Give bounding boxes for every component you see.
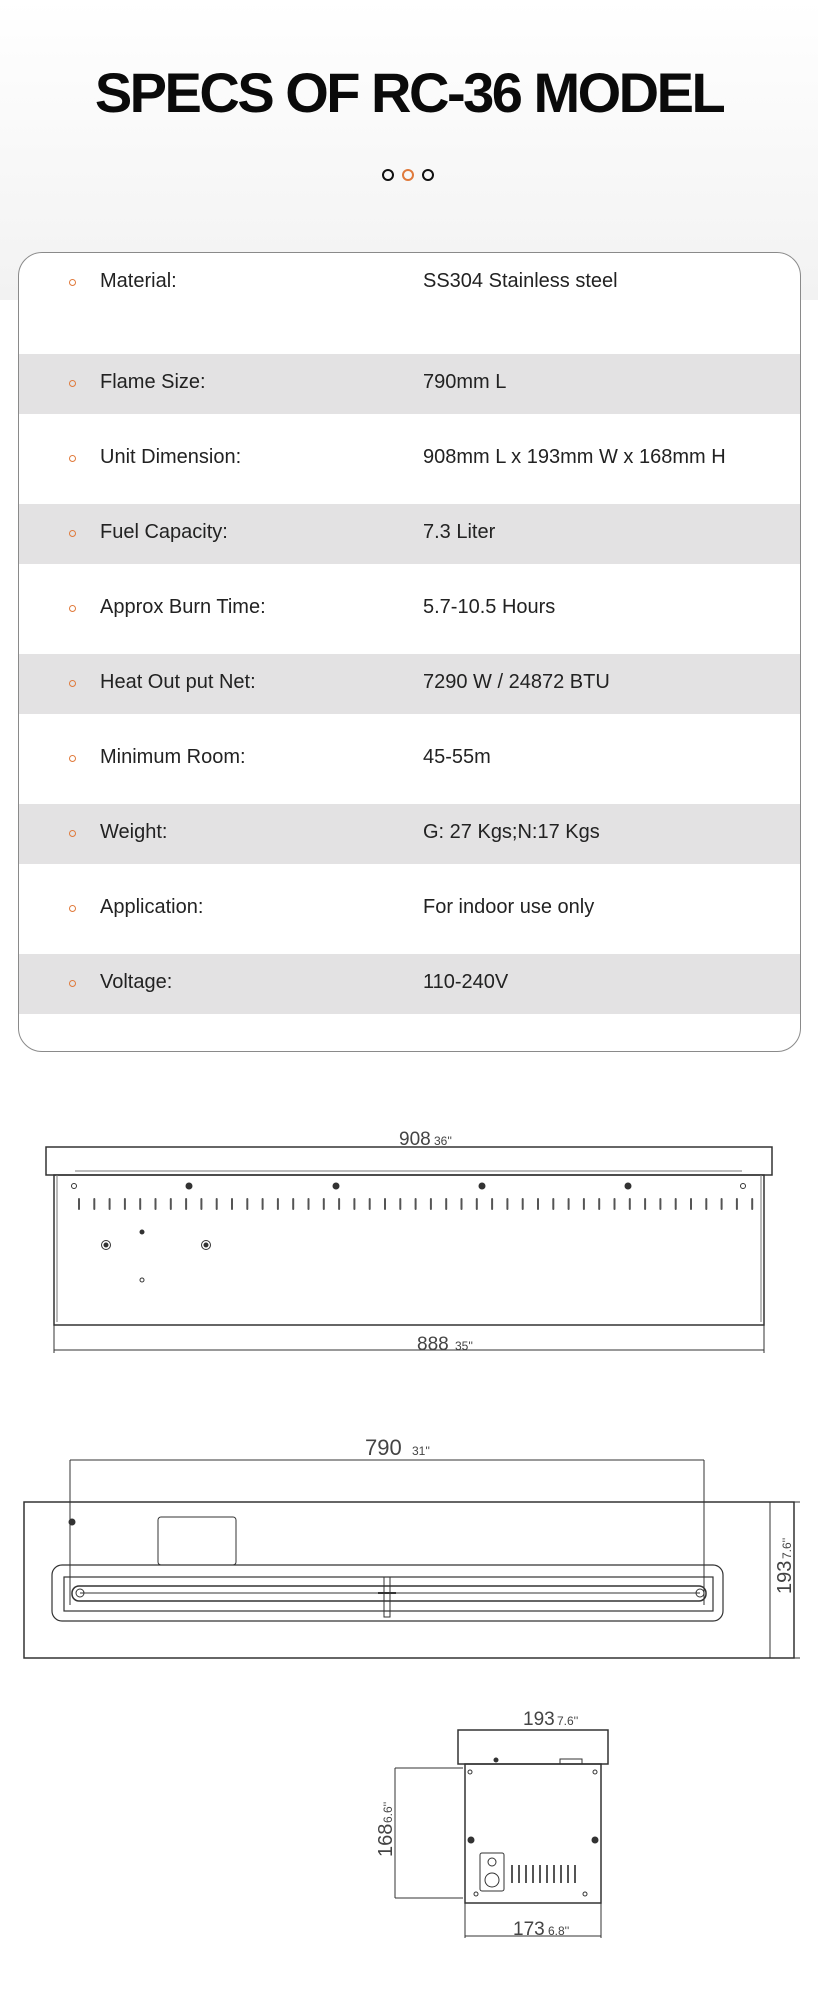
front-hole (479, 1183, 485, 1189)
vent-slot (185, 1198, 187, 1210)
vent-slot (369, 1198, 371, 1210)
vent-slots (78, 1198, 753, 1210)
vent-slot (552, 1198, 554, 1210)
vent-slot (614, 1198, 616, 1210)
vent-slot (216, 1198, 218, 1210)
side-corner-hole (468, 1837, 474, 1843)
vent-slot (461, 1198, 463, 1210)
side-control-knob (488, 1858, 496, 1866)
vent-slot (537, 1198, 539, 1210)
bullet-icon (69, 279, 76, 286)
side-corner-hole (474, 1892, 478, 1896)
side-bottom-unit: 6.8'' (548, 1924, 570, 1938)
side-view-drawing (0, 1700, 818, 1940)
top-corner-screw (69, 1519, 75, 1525)
vent-slot (629, 1198, 631, 1210)
vent-slot (430, 1198, 432, 1210)
page-title: SPECS OF RC-36 MODEL (94, 61, 724, 124)
vent-slot (506, 1198, 508, 1210)
top-flame-dimension: 790 (365, 1435, 402, 1460)
vent-slot (476, 1198, 478, 1210)
vent-slot (308, 1198, 310, 1210)
spec-row-voltage (19, 954, 800, 1014)
vent-slot (721, 1198, 723, 1210)
vent-slot (262, 1198, 264, 1210)
vent-slot (659, 1198, 661, 1210)
vent-slot (200, 1198, 202, 1210)
spec-value: 790mm L (423, 371, 507, 393)
spec-value: 110-240V (423, 971, 509, 993)
vent-slot (78, 1198, 80, 1210)
side-vent-slot (560, 1865, 562, 1883)
vent-slot (93, 1198, 95, 1210)
vent-slot (705, 1198, 707, 1210)
spec-label: Voltage: (100, 971, 173, 993)
top-flame-unit: 31'' (412, 1444, 430, 1458)
carousel-dot-2[interactable] (402, 169, 414, 181)
front-hole (72, 1184, 77, 1189)
front-bottom-unit: 35'' (455, 1339, 473, 1353)
vent-slot (155, 1198, 157, 1210)
front-hole (741, 1184, 746, 1189)
spec-value: 7.3 Liter (423, 521, 496, 543)
spec-row-burn-time (19, 579, 800, 639)
front-knob (204, 1243, 208, 1247)
spec-row-weight (19, 804, 800, 864)
bullet-icon (69, 980, 76, 987)
side-corner-hole (593, 1770, 597, 1774)
vent-slot (323, 1198, 325, 1210)
spec-value: 908mm L x 193mm W x 168mm H (423, 446, 726, 468)
side-top-unit: 7.6'' (557, 1714, 579, 1728)
carousel-dot-3[interactable] (422, 169, 434, 181)
vent-slot (399, 1198, 401, 1210)
spec-value: SS304 Stainless steel (423, 270, 618, 292)
side-vent-slot (532, 1865, 534, 1883)
side-corner-hole (583, 1892, 587, 1896)
bullet-icon (69, 380, 76, 387)
spec-label: Application: (100, 896, 204, 918)
side-height-unit: 6.6'' (381, 1801, 395, 1823)
vent-slot (445, 1198, 447, 1210)
vent-slot (139, 1198, 141, 1210)
side-vent-slot (525, 1865, 527, 1883)
top-view-drawing (0, 1425, 818, 1675)
bullet-icon (69, 755, 76, 762)
vent-slot (246, 1198, 248, 1210)
spec-value: 7290 W / 24872 BTU (423, 671, 610, 693)
vent-slot (353, 1198, 355, 1210)
side-vent-slot (518, 1865, 520, 1883)
bullet-icon (69, 680, 76, 687)
vent-slot (675, 1198, 677, 1210)
vent-slot (690, 1198, 692, 1210)
carousel-dot-1[interactable] (382, 169, 394, 181)
spec-table (18, 252, 801, 1052)
bullet-icon (69, 905, 76, 912)
spec-row-flame-size (19, 354, 800, 414)
side-vent-slot (546, 1865, 548, 1883)
vent-slot (109, 1198, 111, 1210)
side-bottom-dimension: 173 (513, 1919, 545, 1940)
side-vent-slot (539, 1865, 541, 1883)
vent-slot (338, 1198, 340, 1210)
spec-row-heat-output (19, 654, 800, 714)
vent-slot (170, 1198, 172, 1210)
side-control-knob (485, 1873, 499, 1887)
vent-slot (568, 1198, 570, 1210)
side-corner-hole (592, 1837, 598, 1843)
top-fuel-cover (158, 1517, 236, 1565)
side-control-box (480, 1853, 504, 1891)
side-height-dimension: 168 (375, 1823, 397, 1857)
spec-label: Heat Out put Net: (100, 671, 256, 693)
side-top-lid (458, 1730, 608, 1764)
bullet-icon (69, 455, 76, 462)
front-hole (333, 1183, 339, 1189)
vent-slot (583, 1198, 585, 1210)
front-hole (186, 1183, 192, 1189)
top-width-unit: 7.6'' (780, 1537, 794, 1559)
front-bottom-dimension: 888 (417, 1334, 449, 1355)
spec-row-application (19, 879, 800, 939)
bullet-icon (69, 530, 76, 537)
vent-slot (292, 1198, 294, 1210)
front-hole (625, 1183, 631, 1189)
spec-label: Weight: (100, 821, 168, 843)
front-view-drawing (0, 1120, 818, 1370)
side-vent-slots (511, 1865, 576, 1883)
front-knob (104, 1243, 108, 1247)
side-vent-slot (567, 1865, 569, 1883)
vent-slot (751, 1198, 753, 1210)
vent-slot (231, 1198, 233, 1210)
spec-label: Fuel Capacity: (100, 521, 228, 543)
front-screw (140, 1230, 144, 1234)
spec-row-minimum-room (19, 729, 800, 789)
spec-label: Flame Size: (100, 371, 206, 393)
spec-label: Approx Burn Time: (100, 596, 266, 618)
spec-value: 5.7-10.5 Hours (423, 596, 556, 618)
top-outer-plate (24, 1502, 794, 1658)
spec-row-material (19, 253, 800, 313)
vent-slot (384, 1198, 386, 1210)
side-vent-slot (511, 1865, 513, 1883)
vent-slot (644, 1198, 646, 1210)
spec-value: 45-55m (423, 746, 491, 768)
side-lid-screw (494, 1758, 498, 1762)
spec-label: Unit Dimension: (100, 446, 242, 468)
side-vent-slot (553, 1865, 555, 1883)
spec-row-fuel-capacity (19, 504, 800, 564)
front-top-unit: 36'' (434, 1134, 452, 1148)
vent-slot (522, 1198, 524, 1210)
spec-label: Minimum Room: (100, 746, 246, 768)
top-width-dimension: 193 (774, 1560, 796, 1594)
vent-slot (124, 1198, 126, 1210)
side-vent-slot (574, 1865, 576, 1883)
spec-row-unit-dimension (19, 429, 800, 489)
vent-slot (415, 1198, 417, 1210)
front-body (54, 1175, 764, 1325)
vent-slot (277, 1198, 279, 1210)
spec-label: Material: (100, 270, 177, 292)
spec-value: For indoor use only (423, 896, 595, 918)
spec-value: G: 27 Kgs;N:17 Kgs (423, 821, 600, 843)
front-top-dimension: 908 (399, 1129, 431, 1150)
vent-slot (491, 1198, 493, 1210)
vent-slot (598, 1198, 600, 1210)
bullet-icon (69, 830, 76, 837)
vent-slot (736, 1198, 738, 1210)
bullet-icon (69, 605, 76, 612)
side-corner-hole (468, 1770, 472, 1774)
side-top-dimension: 193 (523, 1709, 555, 1730)
front-screw (140, 1278, 144, 1282)
